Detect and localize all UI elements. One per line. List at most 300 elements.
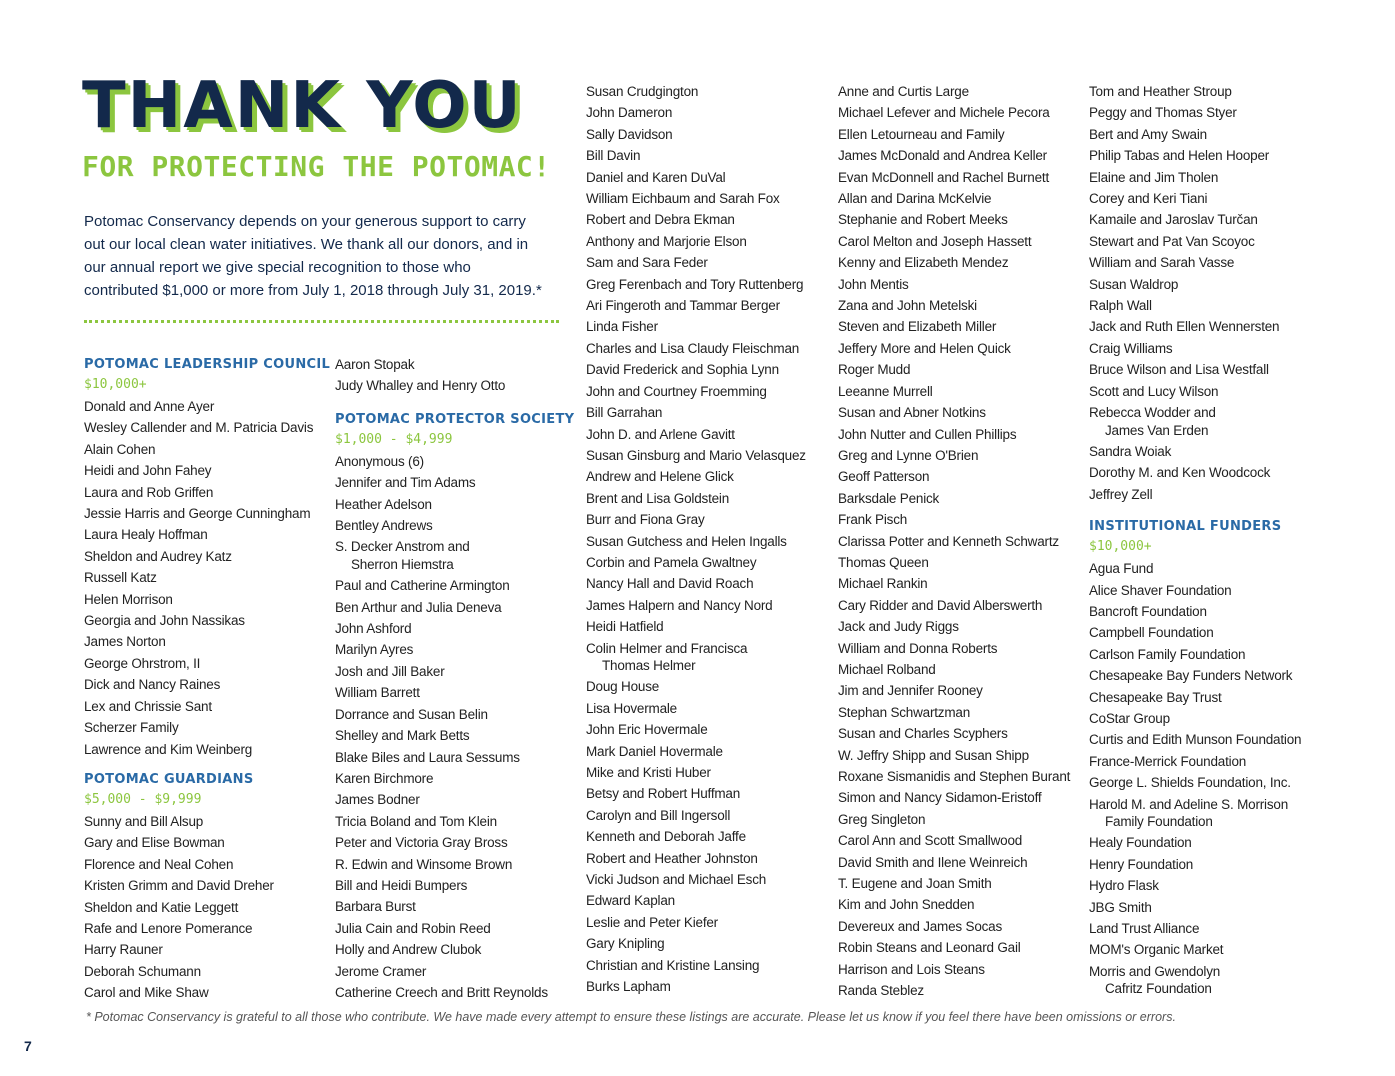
donor-name <box>838 916 1083 937</box>
donor-name-text: Henry Foundation <box>1089 856 1194 872</box>
donor-list-protector-col2 <box>335 451 580 1004</box>
donor-name-text: Burks Lapham <box>586 979 671 995</box>
donor-name <box>586 338 831 359</box>
donor-name-text: James McDonald and Andrea Keller <box>838 148 1047 164</box>
donor-name <box>586 890 831 911</box>
donor-name <box>838 252 1083 273</box>
donor-name <box>838 830 1083 851</box>
donor-name <box>1089 687 1334 708</box>
donor-name-text: Laura Healy Hoffman <box>84 527 208 543</box>
donor-name-text: Alice Shaver Foundation <box>1089 582 1232 598</box>
donor-name-text: Marilyn Ayres <box>335 642 414 658</box>
section-heading-protector: POTOMAC PROTECTOR SOCIETY <box>335 411 575 427</box>
donor-name <box>838 531 1083 552</box>
donor-name <box>586 826 831 847</box>
donor-name <box>1089 751 1334 772</box>
column-5 <box>1089 81 1334 1000</box>
donor-name <box>838 145 1083 166</box>
donor-name-text: Sally Davidson <box>586 126 673 142</box>
donor-name-text: Catherine Creech and Britt Reynolds <box>335 984 548 1000</box>
donor-name-text: T. Eugene and Joan Smith <box>838 876 992 892</box>
donor-name <box>1089 402 1334 441</box>
donor-name-text: Jim and Jennifer Rooney <box>838 683 983 699</box>
donor-name-text: John Nutter and Cullen Phillips <box>838 426 1017 442</box>
donor-name <box>586 869 831 890</box>
donor-name <box>838 766 1083 787</box>
donor-name-text: Deborah Schumann <box>84 963 201 979</box>
donor-name <box>838 680 1083 701</box>
donor-name-text: Colin Helmer and Francisca <box>586 640 748 656</box>
donor-name <box>1089 102 1334 123</box>
donor-name-text: R. Edwin and Winsome Brown <box>335 856 513 872</box>
donor-name <box>586 252 831 273</box>
donor-name-text: Mike and Kristi Huber <box>586 765 711 780</box>
donor-name <box>838 231 1083 252</box>
section-range-guardians: $5,000 - $9,999 <box>84 791 202 807</box>
donor-name <box>586 638 831 677</box>
donor-name <box>1089 918 1334 939</box>
donor-name-text: Michael Rankin <box>838 576 928 592</box>
donor-name <box>84 854 329 875</box>
donor-name <box>84 567 329 588</box>
donor-name-text: Stephanie and Robert Meeks <box>838 212 1008 228</box>
donor-name <box>838 338 1083 359</box>
donor-name-text: Frank Pisch <box>838 512 908 528</box>
donor-name <box>1089 145 1334 166</box>
donor-name <box>838 873 1083 894</box>
donor-name-text: Sam and Sara Feder <box>586 255 708 271</box>
donor-name <box>838 295 1083 316</box>
donor-name <box>1089 939 1334 960</box>
donor-name-text: Bill Davin <box>586 148 641 164</box>
donor-name-text: Agua Fund <box>1089 561 1154 577</box>
donor-name <box>838 402 1083 423</box>
donor-name-text: Edward Kaplan <box>586 893 675 909</box>
donor-name <box>84 524 329 545</box>
donor-name <box>1089 338 1334 359</box>
donor-name <box>335 789 580 810</box>
donor-name <box>335 854 580 875</box>
donor-name-text: Holly and Andrew Clubok <box>335 942 482 958</box>
donor-name-text: Steven and Elizabeth Miller <box>838 319 997 335</box>
donor-name <box>838 381 1083 402</box>
donor-name-text: Gary Knipling <box>586 936 665 952</box>
donor-name-text: Harold M. and Adeline S. Morrison <box>1089 796 1288 812</box>
donor-name-text: John Mentis <box>838 276 909 292</box>
donor-name <box>586 445 831 466</box>
donor-name-text: Jeffrey Zell <box>1089 486 1153 502</box>
donor-name <box>838 167 1083 188</box>
footnote: * Potomac Conservancy is grateful to all those who contribute. We have made every attempt to ensure these listings are accurate. Please let us know if you feel there have been omissions or errors. <box>86 1010 1176 1024</box>
donor-name-text: Hydro Flask <box>1089 878 1159 894</box>
donor-name-text: John Ashford <box>335 621 412 637</box>
donor-name-text: Chesapeake Bay Funders Network <box>1089 668 1293 684</box>
donor-name-text: Morris and Gwendolyn <box>1089 963 1221 979</box>
donor-name <box>586 676 831 697</box>
donor-name <box>84 396 329 417</box>
donor-name <box>84 631 329 652</box>
donor-name-text: Dorothy M. and Ken Woodcock <box>1089 465 1271 481</box>
donor-name-text: Allan and Darina McKelvie <box>838 191 992 207</box>
donor-name <box>1089 295 1334 316</box>
donor-name-text: Charles and Lisa Claudy Fleischman <box>586 340 800 356</box>
donor-name-text: Greg and Lynne O'Brien <box>838 447 979 463</box>
donor-name <box>838 894 1083 915</box>
donor-name <box>586 359 831 380</box>
donor-name <box>586 124 831 145</box>
donor-name <box>1089 558 1334 579</box>
donor-name <box>838 209 1083 230</box>
donor-name <box>586 316 831 337</box>
donor-name-text: Doug House <box>586 679 660 695</box>
donor-name-text: John Eric Hovermale <box>586 722 708 738</box>
donor-name-continued: Cafritz Foundation <box>1105 981 1212 997</box>
donor-name-text: Michael Rolband <box>838 661 936 677</box>
donor-name-text: Land Trust Alliance <box>1089 921 1200 937</box>
donor-name <box>586 509 831 530</box>
donor-name-text: Jennifer and Tim Adams <box>335 475 476 491</box>
donor-name-text: Susan and Charles Scyphers <box>838 726 1008 742</box>
donor-name <box>84 961 329 982</box>
donor-name-text: Susan and Abner Notkins <box>838 405 986 421</box>
donor-name-text: Bill and Heidi Bumpers <box>335 877 468 893</box>
donor-name-text: John D. and Arlene Gavitt <box>586 426 735 442</box>
donor-list-institutional <box>1089 558 1334 1000</box>
donor-name-text: George L. Shields Foundation, Inc. <box>1089 775 1291 791</box>
donor-name-text: JBG Smith <box>1089 899 1152 915</box>
donor-name-text: Harrison and Lois Steans <box>838 961 985 977</box>
donor-name-text: Roger Mudd <box>838 362 911 378</box>
donor-name-text: Ari Fingeroth and Tammar Berger <box>586 298 780 314</box>
donor-name-text: Anonymous (6) <box>335 453 424 469</box>
donor-name-text: Campbell Foundation <box>1089 625 1214 641</box>
donor-name-text: Wesley Callender and M. Patricia Davis <box>84 420 314 436</box>
donor-name-text: Philip Tabas and Helen Hooper <box>1089 148 1270 164</box>
donor-name-text: Linda Fisher <box>586 319 658 335</box>
donor-name <box>1089 665 1334 686</box>
donor-name-text: Roxane Sismanidis and Stephen Burant <box>838 769 1071 784</box>
donor-name-text: Carol Ann and Scott Smallwood <box>838 833 1023 849</box>
donor-name <box>586 424 831 445</box>
donor-name-text: Leslie and Peter Kiefer <box>586 914 718 930</box>
donor-name-text: Kenny and Elizabeth Mendez <box>838 255 1009 271</box>
donor-name-text: Anne and Curtis Large <box>838 84 969 99</box>
donor-name-text: Jerome Cramer <box>335 963 427 979</box>
donor-name <box>586 402 831 423</box>
donor-name <box>586 762 831 783</box>
donor-name <box>586 783 831 804</box>
donor-name <box>586 552 831 573</box>
donor-name <box>1089 441 1334 462</box>
donor-list-leadership <box>84 396 329 760</box>
donor-name-text: Sheldon and Katie Leggett <box>84 899 239 915</box>
donor-name <box>838 509 1083 530</box>
donor-name <box>84 918 329 939</box>
donor-name <box>838 638 1083 659</box>
donor-name <box>1089 359 1334 380</box>
donor-name <box>838 316 1083 337</box>
donor-name-text: Russell Katz <box>84 570 157 586</box>
donor-name <box>838 445 1083 466</box>
donor-name-text: Curtis and Edith Munson Foundation <box>1089 732 1302 748</box>
section-heading-leadership: POTOMAC LEADERSHIP COUNCIL <box>84 357 331 372</box>
donor-name <box>1089 854 1334 875</box>
section-heading-institutional: INSTITUTIONAL FUNDERS <box>1089 519 1282 535</box>
column-3 <box>586 81 831 997</box>
column-4 <box>838 81 1083 1001</box>
donor-name <box>1089 231 1334 252</box>
donor-name-text: Betsy and Robert Huffman <box>586 786 741 802</box>
donor-name <box>1089 462 1334 483</box>
donor-name <box>838 488 1083 509</box>
donor-name <box>335 494 580 515</box>
section-range-protector: $1,000 - $4,999 <box>335 431 453 447</box>
donor-name <box>838 852 1083 873</box>
section-range-leadership: $10,000+ <box>84 377 147 392</box>
donor-name <box>84 717 329 738</box>
donor-name-text: Nancy Hall and David Roach <box>586 576 754 592</box>
donor-name-text: Corbin and Pamela Gwaltney <box>586 554 757 570</box>
donor-name <box>838 466 1083 487</box>
donor-name <box>586 488 831 509</box>
donor-name-text: Susan Gutchess and Helen Ingalls <box>586 533 787 549</box>
donor-name-text: Greg Ferenbach and Tory Ruttenberg <box>586 276 804 292</box>
donor-name-text: Heidi and John Fahey <box>84 463 212 479</box>
donor-name <box>335 618 580 639</box>
donor-name-text: Susan Crudgington <box>586 84 699 99</box>
donor-name <box>335 982 580 1003</box>
donor-name <box>838 959 1083 980</box>
donor-name <box>335 575 580 596</box>
donor-name <box>586 466 831 487</box>
donor-name <box>335 704 580 725</box>
donor-name-text: Stewart and Pat Van Scoyoc <box>1089 233 1255 249</box>
donor-name <box>335 661 580 682</box>
donor-name <box>838 937 1083 958</box>
donor-name <box>838 424 1083 445</box>
donor-name-text: Kristen Grimm and David Dreher <box>84 878 274 894</box>
donor-name <box>1089 772 1334 793</box>
donor-name <box>838 616 1083 637</box>
donor-name <box>335 768 580 789</box>
page-number: 7 <box>24 1038 32 1054</box>
donor-name <box>84 674 329 695</box>
donor-name-text: Bancroft Foundation <box>1089 603 1207 619</box>
donor-name-text: Geoff Patterson <box>838 469 930 485</box>
donor-name-text: William Eichbaum and Sarah Fox <box>586 191 780 207</box>
donor-name <box>335 961 580 982</box>
donor-name <box>586 912 831 933</box>
donor-name <box>335 375 580 396</box>
donor-name-text: CoStar Group <box>1089 710 1170 726</box>
donor-name <box>838 702 1083 723</box>
donor-name-text: Kamaile and Jaroslav Turčan <box>1089 212 1258 228</box>
donor-name-text: Carolyn and Bill Ingersoll <box>586 807 731 823</box>
donor-name-text: Lisa Hovermale <box>586 700 677 716</box>
donor-name-text: Laura and Rob Griffen <box>84 484 214 500</box>
donor-name <box>838 745 1083 766</box>
donor-name <box>335 354 580 375</box>
donor-name-continued: Sherron Hiemstra <box>351 556 454 572</box>
donor-name-text: Evan McDonnell and Rachel Burnett <box>838 169 1050 185</box>
donor-name <box>586 188 831 209</box>
donor-name-text: Kim and John Snedden <box>838 897 975 913</box>
donor-name <box>838 723 1083 744</box>
donor-name <box>586 933 831 954</box>
donor-name <box>335 639 580 660</box>
donor-name <box>335 451 580 472</box>
donor-list-protector-col5 <box>1089 81 1334 505</box>
donor-name <box>335 811 580 832</box>
donor-name-text: Ben Arthur and Julia Deneva <box>335 599 502 615</box>
donor-name <box>84 503 329 524</box>
donor-name-text: Jeffery More and Helen Quick <box>838 340 1011 356</box>
donor-name-text: Ralph Wall <box>1089 298 1152 314</box>
donor-name <box>335 515 580 536</box>
donor-name <box>1089 81 1334 102</box>
donor-name-text: Dick and Nancy Raines <box>84 677 221 693</box>
donor-name-text: Carlson Family Foundation <box>1089 646 1246 662</box>
donor-name <box>84 439 329 460</box>
donor-name <box>586 698 831 719</box>
donor-name <box>1089 252 1334 273</box>
donor-name-text: John and Courtney Froemming <box>586 383 767 399</box>
donor-name <box>1089 961 1334 1000</box>
donor-name <box>586 616 831 637</box>
donor-name-text: Burr and Fiona Gray <box>586 512 705 528</box>
donor-name-text: Tom and Heather Stroup <box>1089 84 1232 99</box>
donor-name <box>1089 729 1334 750</box>
donor-name <box>84 811 329 832</box>
donor-name-text: Robert and Debra Ekman <box>586 212 735 228</box>
donor-name <box>1089 580 1334 601</box>
donor-name-text: James Bodner <box>335 792 420 808</box>
donor-name-text: Florence and Neal Cohen <box>84 856 234 872</box>
donor-name <box>838 552 1083 573</box>
donor-name <box>84 875 329 896</box>
donor-name-text: W. Jeffry Shipp and Susan Shipp <box>838 747 1029 763</box>
donor-name <box>586 719 831 740</box>
donor-name-text: Stephan Schwartzman <box>838 704 971 720</box>
donor-name-text: Blake Biles and Laura Sessums <box>335 749 520 765</box>
donor-list-guardians <box>84 811 329 1004</box>
donor-name-text: Bruce Wilson and Lisa Westfall <box>1089 362 1269 378</box>
donor-name-text: George Ohrstrom, II <box>84 655 201 671</box>
donor-name-text: Zana and John Metelski <box>838 298 977 314</box>
donor-name-text: Andrew and Helene Glick <box>586 469 734 485</box>
donor-name <box>1089 188 1334 209</box>
donor-name-text: Heather Adelson <box>335 496 432 512</box>
donor-name <box>586 102 831 123</box>
donor-name <box>838 980 1083 1001</box>
donor-name <box>1089 601 1334 622</box>
donor-name <box>335 832 580 853</box>
donor-name-text: Judy Whalley and Henry Otto <box>335 378 506 394</box>
donor-name-text: Lex and Chrissie Sant <box>84 698 212 714</box>
donor-name-text: Thomas Queen <box>838 554 929 570</box>
donor-name-text: Cary Ridder and David Alberswerth <box>838 597 1043 613</box>
donor-name <box>1089 274 1334 295</box>
donor-name-text: Bert and Amy Swain <box>1089 126 1207 142</box>
donor-list-protector-col3 <box>586 81 831 997</box>
donor-name-text: Susan Ginsburg and Mario Velasquez <box>586 447 806 463</box>
donor-name-text: Scott and Lucy Wilson <box>1089 383 1219 399</box>
donor-name-continued: Thomas Helmer <box>602 657 696 673</box>
page-subtitle: FOR PROTECTING THE POTOMAC! <box>82 150 551 183</box>
donor-name <box>84 982 329 1003</box>
donor-name <box>838 659 1083 680</box>
dotted-divider <box>84 320 559 323</box>
donor-name <box>586 976 831 997</box>
donor-list-protector-col4 <box>838 81 1083 1001</box>
donor-name-continued: James Van Erden <box>1105 422 1209 438</box>
donor-name <box>838 573 1083 594</box>
donor-name-text: Sandra Woiak <box>1089 443 1172 459</box>
column-2 <box>335 354 580 1003</box>
donor-name <box>1089 708 1334 729</box>
donor-name-text: Helen Morrison <box>84 591 173 607</box>
donor-name-text: Georgia and John Nassikas <box>84 613 245 629</box>
donor-name <box>586 955 831 976</box>
donor-name-text: Craig Williams <box>1089 340 1173 356</box>
donor-name-text: Alain Cohen <box>84 441 156 457</box>
donor-name-text: Lawrence and Kim Weinberg <box>84 741 253 757</box>
donor-name <box>1089 167 1334 188</box>
donor-name-text: Jack and Ruth Ellen Wennersten <box>1089 319 1280 335</box>
donor-name-continued: Family Foundation <box>1105 814 1213 829</box>
donor-name-text: Jack and Judy Riggs <box>838 619 959 635</box>
donor-name <box>838 809 1083 830</box>
donor-name <box>84 460 329 481</box>
donor-name <box>586 145 831 166</box>
donor-name-text: Kenneth and Deborah Jaffe <box>586 829 746 845</box>
donor-name-text: Rafe and Lenore Pomerance <box>84 920 253 936</box>
donor-name-text: Anthony and Marjorie Elson <box>586 233 747 249</box>
donor-name-text: Brent and Lisa Goldstein <box>586 490 730 506</box>
donor-name-text: Peggy and Thomas Styer <box>1089 105 1237 121</box>
donor-name <box>586 573 831 594</box>
donor-name <box>1089 875 1334 896</box>
donor-name-text: Ellen Letourneau and Family <box>838 126 1005 142</box>
donor-name <box>335 597 580 618</box>
donor-name-text: Christian and Kristine Lansing <box>586 957 760 973</box>
donor-name-text: Susan Waldrop <box>1089 276 1179 292</box>
donor-name-text: Robin Steans and Leonard Gail <box>838 940 1021 956</box>
donor-name-text: Sunny and Bill Alsup <box>84 813 204 829</box>
donor-name <box>838 787 1083 808</box>
donor-name-text: Gary and Elise Bowman <box>84 835 225 851</box>
donor-name-text: James Halpern and Nancy Nord <box>586 597 773 613</box>
donor-name <box>335 747 580 768</box>
donor-name-text: Mark Daniel Hovermale <box>586 743 723 759</box>
donor-name-text: Heidi Hatfield <box>586 619 664 635</box>
donor-name-text: Dorrance and Susan Belin <box>335 706 488 722</box>
donor-name <box>586 295 831 316</box>
donor-name-text: Jessie Harris and George Cunningham <box>84 506 311 522</box>
donor-name-text: William Barrett <box>335 685 420 701</box>
donor-name-text: David Smith and Ilene Weinreich <box>838 854 1028 870</box>
donor-name-text: Sheldon and Audrey Katz <box>84 548 232 564</box>
donor-name <box>586 381 831 402</box>
donor-name-text: Tricia Boland and Tom Klein <box>335 813 497 829</box>
donor-name <box>586 805 831 826</box>
donor-name-text: Julia Cain and Robin Reed <box>335 920 491 936</box>
donor-name-text: David Frederick and Sophia Lynn <box>586 362 779 378</box>
donor-name-text: Greg Singleton <box>838 811 926 827</box>
donor-name-text: S. Decker Anstrom and <box>335 539 470 555</box>
donor-name-text: Bentley Andrews <box>335 518 433 534</box>
donor-name <box>335 682 580 703</box>
